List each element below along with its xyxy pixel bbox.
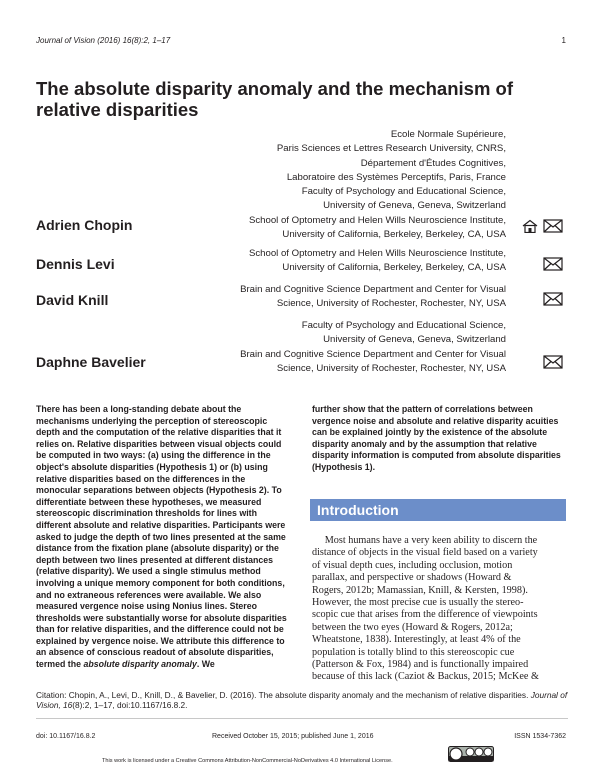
home-icon[interactable] xyxy=(520,219,540,233)
email-icon[interactable] xyxy=(543,355,563,369)
citation-journal: Journal of Vision, 16 xyxy=(36,690,568,711)
affiliation-knill: Brain and Cognitive Science Department and Center for Visual Science, University of Rochester, Rochester, NY, USA xyxy=(240,284,506,310)
section-heading-introduction: Introduction xyxy=(310,499,566,521)
author-knill: David Knill xyxy=(36,292,109,308)
cc-license-badge-icon[interactable] xyxy=(448,746,494,762)
email-icon[interactable] xyxy=(543,292,563,306)
affiliation-chopin: Ecole Normale Supérieure, Paris Sciences et Lettres Research University, CNRS, Département d'Études Cognitives, Laboratoire des Systèmes Perceptifs, Paris, France Faculty of Psychology and Educational Science, University of Geneva, Geneva, Switzerland School of Optometry and Helen Wills Neuroscience Institute, University of California, Berkeley, Berkeley, CA, USA xyxy=(248,129,506,241)
author-levi: Dennis Levi xyxy=(36,256,115,272)
author-chopin: Adrien Chopin xyxy=(36,217,133,233)
abstract-right-column: further show that the pattern of correlations between vergence noise and absolute and relative disparity acuities can be explained jointly by the existence of the absolute disparity anomaly and by the assumption that relative disparity information is computed from absolute disparities (Hypothesis 1). xyxy=(312,404,561,472)
affiliation-levi: School of Optometry and Helen Wills Neuroscience Institute, University of California, Berkeley, Berkeley, CA, USA xyxy=(248,248,506,274)
abstract-emphasis: absolute disparity anomaly xyxy=(83,659,197,670)
running-head: Journal of Vision (2016) 16(8):2, 1–17 xyxy=(36,36,171,45)
page-number: 1 xyxy=(561,36,566,45)
author-bavelier: Daphne Bavelier xyxy=(36,354,146,370)
email-icon[interactable] xyxy=(543,219,563,233)
citation: Citation: Chopin, A., Levi, D., Knill, D., & Bavelier, D. (2016). The absolute disparity anomaly and the mechanism of relative disparities. Journal of Vision, 16(8):2, 1–17, doi:10.1167/16.8.2. xyxy=(36,690,568,711)
introduction-text: Most humans have a very keen ability to discern the distance of objects in the visual field based on a variety of visual depth cues, including occlusion, motion parallax, and perspective or shadows (Howard & Rogers, 2012b; Mamassian, Knill, & Kersten, 1998). However, the most precise cue is usually the stereo- scopic cue that arises from the difference of viewpoints between the two eyes (Howard & Rogers, 2012a; Wheatstone, 1838). Interestingly, at least 4% of the population is totally blind to this stereoscopic cue (Patterson & Fox, 1984) and is functionally impaired because of this lack (Caziot & Backus, 2015; McKee & xyxy=(312,535,539,683)
license-text[interactable]: This work is licensed under a Creative Commons Attribution-NonCommercial-NoDerivatives 4.0 International License. xyxy=(102,758,393,764)
affiliation-bavelier: Faculty of Psychology and Educational Science, University of Geneva, Geneva, Switzerland Brain and Cognitive Science Department and Center for Visual Science, University of Rochester, Rochester, NY, USA xyxy=(240,320,506,374)
footer-issn: ISSN 1534-7362 xyxy=(514,733,566,740)
footer-received: Received October 15, 2015; published June 1, 2016 xyxy=(212,733,374,740)
abstract-left-column: There has been a long-standing debate about the mechanisms underlying the perception of stereoscopic depth and the computation of the relative disparities that it relies on. Relative disparities between visual objects could be computed in two ways: (a) using the difference in the object's absolute disparities (Hypothesis 1) or (b) using relative disparities based on the differences in the monocular separations between objects (Hypothesis 2). To differentiate between these hypotheses, we measured stereoscopic discrimination thresholds for lines with different absolute and relative disparities. Participants were asked to judge the depth of two lines presented at the same distance from the fixation plane (absolute disparity) or the depth between two lines presented at different distances (relative disparity). We used a single stimulus method involving a unique memory component for both conditions, and no extraneous references were available. We also measured vergence noise using Nonius lines. Stereo thresholds were substantially worse for absolute disparities than for relative disparities, and the difference could not be explained by vergence noise. We attribute this difference to an absence of conscious readout of absolute disparities, termed the absolute disparity anomaly. We xyxy=(36,404,287,670)
email-icon[interactable] xyxy=(543,257,563,271)
footer-divider xyxy=(36,718,568,719)
article-title: The absolute disparity anomaly and the mechanism of relative disparities xyxy=(36,78,513,120)
footer-doi[interactable]: doi: 10.1167/16.8.2 xyxy=(36,733,96,740)
